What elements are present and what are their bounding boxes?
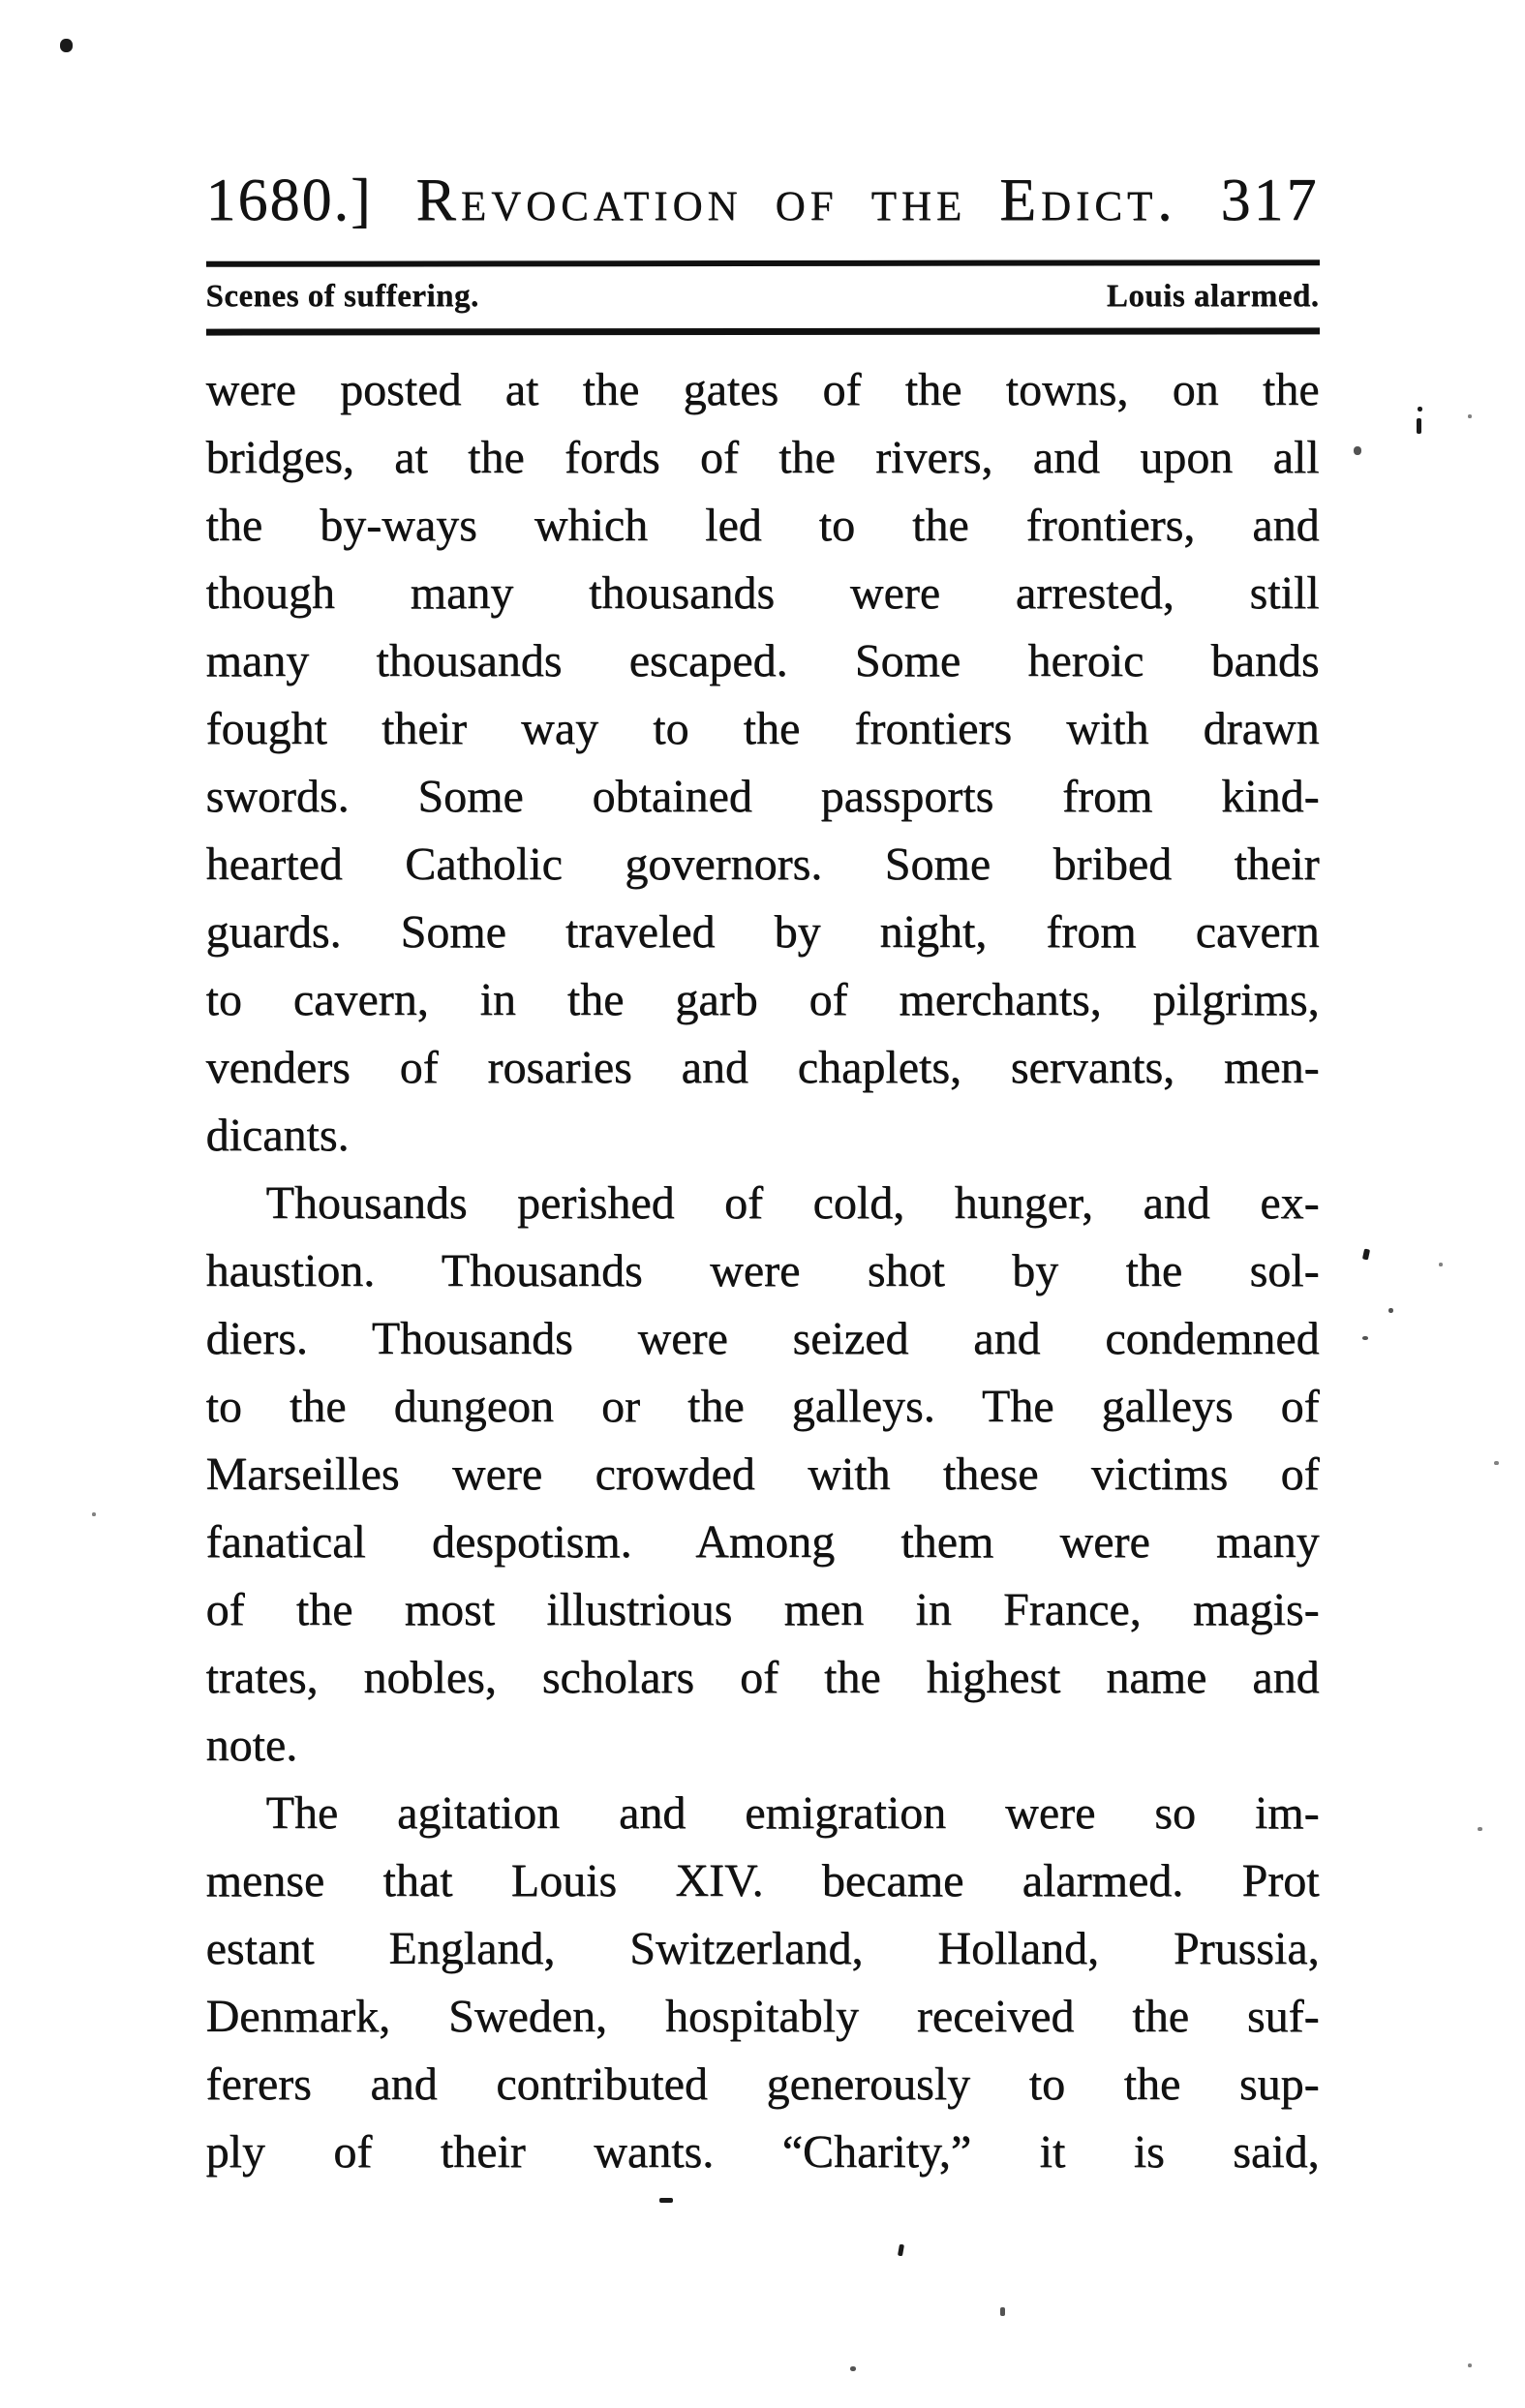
scan-artifact bbox=[1362, 1248, 1370, 1260]
text-line: estant England, Switzerland, Holland, Prussia, bbox=[205, 1923, 1320, 1974]
header-rule-bottom bbox=[205, 327, 1319, 335]
text-line: bridges, at the fords of the rivers, and upon all bbox=[205, 432, 1320, 483]
text-line: to the dungeon or the galleys. The galleys of bbox=[205, 1381, 1320, 1432]
scan-artifact bbox=[1439, 1263, 1443, 1266]
text-line: fanatical despotism. Among them were many bbox=[205, 1516, 1320, 1568]
scan-artifact bbox=[1418, 407, 1422, 411]
scan-artifact bbox=[1362, 1336, 1368, 1340]
scan-artifact bbox=[1468, 414, 1472, 418]
text-line: The agitation and emigration were so im- bbox=[265, 1787, 1320, 1839]
text-line: mense that Louis XIV. became alarmed. Prot bbox=[205, 1855, 1320, 1906]
text-line: ply of their wants. “Charity,” it is said, bbox=[205, 2126, 1320, 2178]
scan-artifact bbox=[850, 2366, 856, 2371]
text-line: dicants. bbox=[205, 1110, 350, 1161]
text-line: the by-ways which led to the frontiers, and bbox=[205, 500, 1320, 551]
page-header bbox=[206, 167, 1320, 235]
text-line: of the most illustrious men in France, magis- bbox=[205, 1584, 1320, 1635]
text-line: Marseilles were crowded with these victims of bbox=[205, 1448, 1320, 1500]
scan-artifact bbox=[1000, 2307, 1005, 2316]
text-line: Thousands perished of cold, hunger, and ex- bbox=[265, 1177, 1320, 1229]
running-head-left: Scenes of suffering. bbox=[205, 279, 479, 314]
scan-artifact bbox=[60, 39, 73, 52]
scan-artifact bbox=[659, 2198, 673, 2203]
scan-artifact bbox=[898, 2244, 904, 2257]
text-line: ferers and contributed generously to the sup- bbox=[205, 2058, 1320, 2110]
text-line: haustion. Thousands were shot by the sol- bbox=[205, 1245, 1320, 1296]
scan-artifact bbox=[1354, 446, 1361, 455]
header-rule-top bbox=[205, 259, 1319, 267]
header-year: 1680.] bbox=[205, 168, 373, 233]
scan-artifact bbox=[1417, 418, 1421, 434]
scan-artifact bbox=[1478, 1827, 1482, 1831]
scan-artifact bbox=[1468, 2363, 1472, 2367]
text-line: Denmark, Sweden, hospitably received the suf- bbox=[205, 1991, 1320, 2042]
scan-artifact bbox=[1494, 1461, 1499, 1465]
page-title: Revocation of the Edict. bbox=[415, 168, 1177, 233]
page-number: 317 bbox=[1220, 168, 1320, 233]
text-line: though many thousands were arrested, still bbox=[205, 567, 1320, 619]
running-head-right: Louis alarmed. bbox=[1106, 279, 1320, 314]
text-line: fought their way to the frontiers with drawn bbox=[205, 703, 1320, 754]
text-line: swords. Some obtained passports from kind- bbox=[205, 771, 1320, 822]
paragraph bbox=[206, 1780, 1320, 2186]
text-line: were posted at the gates of the towns, on the bbox=[205, 364, 1320, 415]
text-line: trates, nobles, scholars of the highest name and bbox=[205, 1652, 1320, 1703]
scan-artifact bbox=[92, 1512, 96, 1516]
scan-artifact bbox=[1388, 1308, 1393, 1313]
text-line: venders of rosaries and chaplets, servants, men- bbox=[205, 1042, 1320, 1093]
text-column bbox=[206, 0, 1320, 2186]
running-heads bbox=[206, 279, 1320, 315]
text-line: guards. Some traveled by night, from cavern bbox=[205, 906, 1320, 958]
body-text bbox=[206, 356, 1320, 2186]
text-line: note. bbox=[205, 1720, 298, 1771]
paragraph bbox=[206, 1170, 1320, 1780]
text-line: many thousands escaped. Some heroic bands bbox=[205, 635, 1320, 686]
paragraph bbox=[206, 356, 1320, 1170]
text-line: diers. Thousands were seized and condemned bbox=[205, 1313, 1320, 1364]
text-line: to cavern, in the garb of merchants, pilgrims, bbox=[205, 974, 1320, 1025]
text-line: hearted Catholic governors. Some bribed their bbox=[205, 838, 1320, 890]
